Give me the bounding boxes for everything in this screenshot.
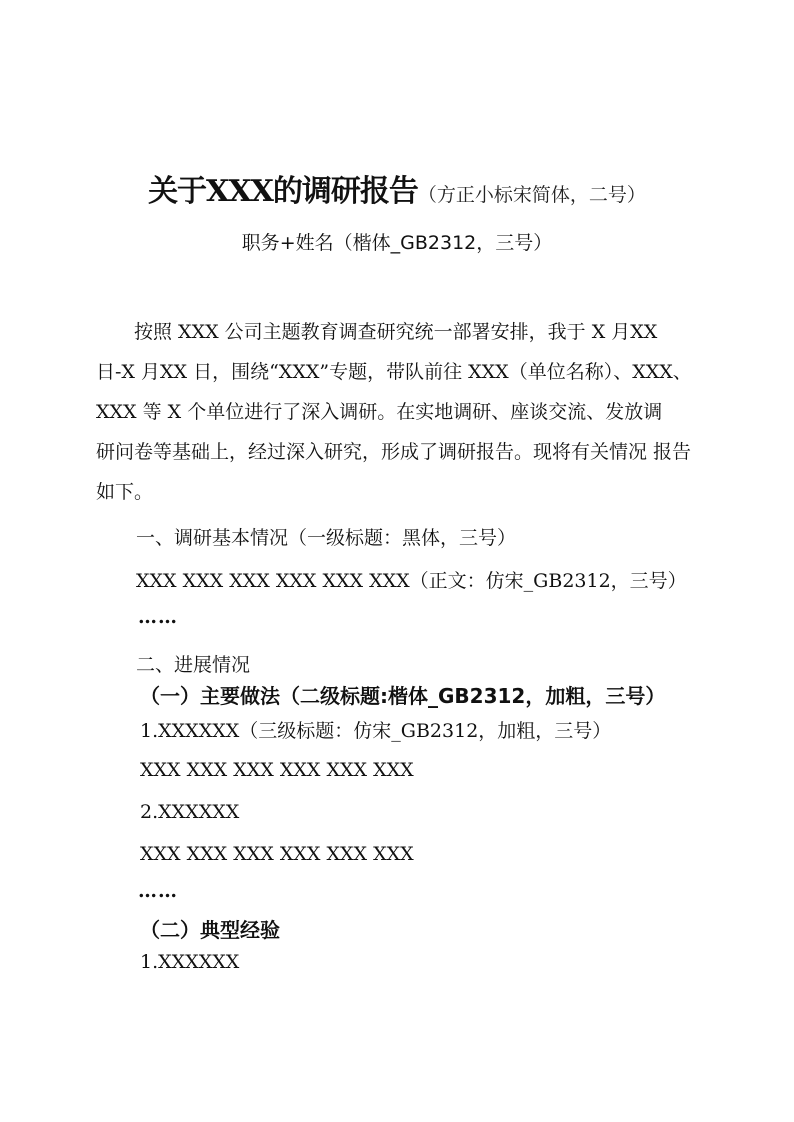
sub2-item1-title: 1.XXXXXX — [140, 951, 240, 973]
sub1-item2-title: 2.XXXXXX — [140, 801, 240, 823]
author-line: 职务+姓名（楷体_GB2312，三号） — [241, 232, 553, 254]
title-format-note: （方正小标宋简体，二号） — [417, 184, 646, 206]
section1-body: XXX XXX XXX XXX XXX XXX（正文：仿宋_GB2312，三号） — [136, 570, 687, 592]
sub1-item1-title: 1.XXXXXX（三级标题：仿宋_GB2312，加粗，三号） — [140, 720, 612, 742]
section1-heading: 一、调研基本情况（一级标题：黑体，三号） — [136, 527, 517, 549]
intro-line-4: 研问卷等基础上，经过深入研究，形成了调研报告。现将有关情况 报告 — [96, 441, 692, 463]
subsection2-heading: （二）典型经验 — [140, 918, 280, 942]
intro-line-1: 按照 XXX 公司主题教育调查研究统一部署安排，我于 X 月XX — [96, 321, 658, 343]
intro-paragraph — [96, 312, 700, 512]
intro-line-2: 日-X 月XX 日，围绕“XXX”专题，带队前往 XXX（单位名称）、XXX、 — [96, 361, 692, 383]
intro-line-5: 如下。 — [96, 481, 154, 503]
title-main-text: 关于XXX的调研报告 — [148, 174, 418, 209]
section1-ellipsis: …… — [138, 606, 178, 628]
subsection1-heading: （一）主要做法（二级标题:楷体_GB2312，加粗，三号） — [140, 684, 666, 708]
sub1-ellipsis: …… — [138, 880, 178, 902]
sub1-item2-body: XXX XXX XXX XXX XXX XXX — [140, 843, 414, 865]
sub1-item1-body: XXX XXX XXX XXX XXX XXX — [140, 759, 414, 781]
intro-line-3: XXX 等 X 个单位进行了深入调研。在实地调研、座谈交流、发放调 — [96, 401, 663, 423]
document-title — [0, 166, 794, 210]
section2-heading: 二、进展情况 — [136, 654, 251, 676]
